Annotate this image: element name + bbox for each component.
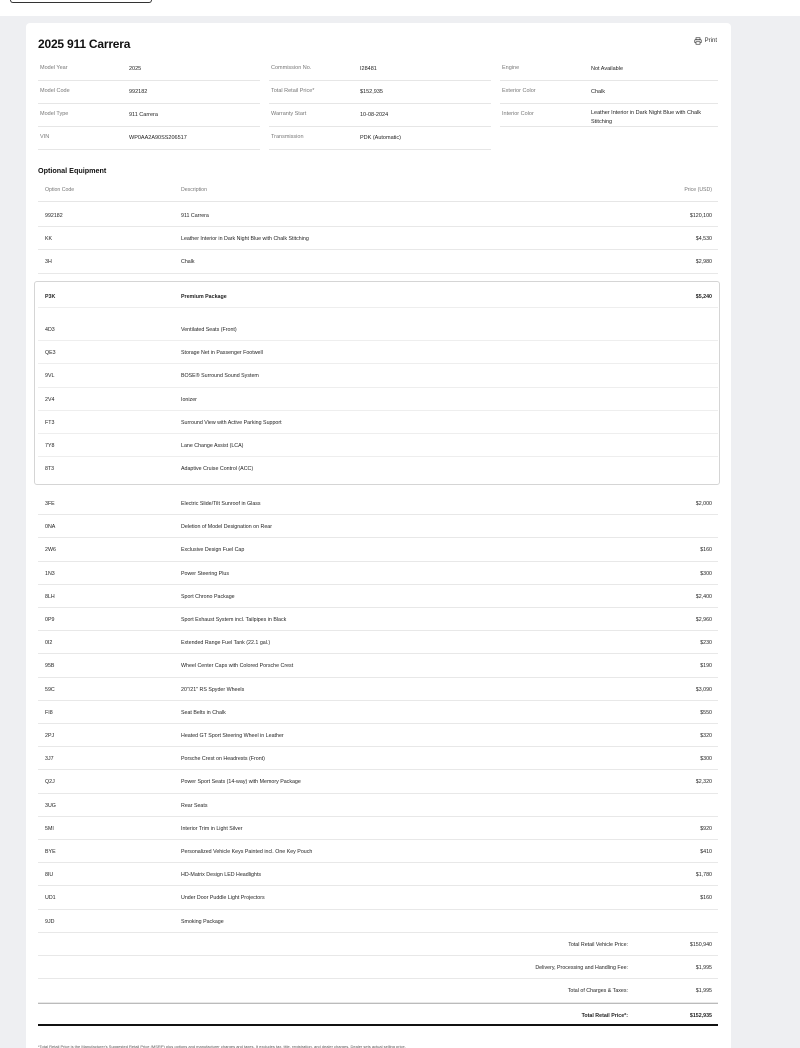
table-row: [38, 654, 718, 677]
total-value: $1,995: [695, 965, 712, 972]
option-description: Adaptive Cruise Control (ACC): [181, 466, 254, 473]
option-description: 911 Carrera: [181, 213, 209, 219]
option-code: 992182: [45, 213, 63, 219]
spec-label: Transmission: [271, 134, 304, 140]
table-row: [38, 863, 718, 886]
option-description: Storage Net in Passenger Footwell: [181, 350, 263, 357]
spec-row: [38, 81, 260, 104]
package-item-row: [38, 411, 718, 434]
spec-row: [500, 81, 718, 104]
option-description: Porsche Crest on Headrests (Front): [181, 756, 265, 763]
spec-value: 2025: [129, 66, 142, 72]
option-description: Wheel Center Caps with Colored Porsche Crest: [181, 663, 294, 670]
option-code: 3UG: [45, 802, 56, 809]
package-row: [38, 285, 718, 308]
package-item-row: [38, 364, 718, 387]
spec-row: [269, 81, 491, 104]
total-row: [38, 933, 718, 956]
spec-row: [38, 58, 260, 81]
spec-value: PDK (Automatic): [360, 135, 401, 141]
option-price: $160: [700, 895, 712, 902]
option-description: Deletion of Model Designation on Rear: [181, 524, 272, 531]
table-row: [38, 770, 718, 793]
spec-label: Exterior Color: [502, 88, 536, 94]
spec-label: Model Year: [40, 65, 68, 71]
table-row: [38, 840, 718, 863]
option-description: Heated GT Sport Steering Wheel in Leather: [181, 733, 284, 739]
printer-icon: [694, 37, 702, 45]
spec-row: [500, 58, 718, 81]
spec-row: [269, 58, 491, 81]
option-code: 3H: [45, 259, 52, 266]
table-row: [38, 910, 718, 933]
option-description: Sport Chrono Package: [181, 593, 235, 600]
spec-row: [269, 104, 491, 127]
option-description: Premium Package: [181, 294, 227, 300]
spec-row: [38, 127, 260, 150]
option-description: Smoking Package: [181, 918, 224, 925]
table-row: [38, 585, 718, 608]
vehicle-details-card: [26, 23, 731, 1048]
table-row: [38, 631, 718, 654]
spec-label: Commission No.: [271, 65, 312, 71]
option-code: FI8: [45, 709, 53, 716]
option-code: 0P9: [45, 617, 55, 623]
package-item-row: [38, 457, 718, 480]
option-price: $120,100: [689, 213, 712, 219]
total-value: $150,940: [689, 941, 712, 948]
specs-column-2: [269, 58, 491, 150]
total-label: Total Retail Vehicle Price:: [568, 941, 628, 948]
option-code: 1N3: [45, 570, 55, 577]
spec-value: Leather Interior in Dark Night Blue with Chalk Stitching: [591, 110, 702, 125]
footnote: *Total Retail Price is the Manufacturer's Suggested Retail Price (MSRP) plus options and manufacturer charges and taxes. It excludes tax, title, registration, and dealer charges. Dealer sets actual selling price.: [38, 1044, 406, 1048]
table-row: [38, 701, 718, 724]
spec-row: [269, 127, 491, 150]
package-item-row: [38, 434, 718, 457]
spec-value: 911 Carrera: [129, 112, 158, 118]
option-code: 2PJ: [45, 733, 55, 739]
option-price: $3,090: [695, 686, 712, 693]
option-description: Leather Interior in Dark Night Blue with Chalk Stitching: [181, 236, 309, 243]
option-code: 0NA: [45, 524, 56, 531]
table-row: [38, 492, 718, 515]
option-code: 8T3: [45, 466, 55, 473]
option-code: 9JD: [45, 918, 55, 925]
option-price: $1,780: [695, 872, 712, 879]
spec-value: Chalk: [591, 89, 606, 95]
option-code: 7Y8: [45, 443, 55, 449]
table-row: [38, 794, 718, 817]
spec-value: Not Available: [591, 66, 624, 72]
option-description: BOSE® Surround Sound System: [181, 373, 259, 380]
col-header-price: Price (USD): [684, 187, 712, 193]
table-row: [38, 204, 718, 227]
option-code: 5MI: [45, 825, 54, 832]
option-price: $2,960: [695, 617, 712, 623]
option-price: $410: [700, 849, 712, 855]
top-bar: [0, 0, 800, 16]
spec-label: Warranty Start: [271, 111, 307, 117]
option-code: 4D3: [45, 327, 55, 333]
page-title: 2025 911 Carrera: [38, 37, 131, 51]
option-description: Under Door Puddle Light Projectors: [181, 895, 265, 902]
spec-value: WP0AA2A90SS206517: [129, 135, 187, 141]
option-price: $300: [700, 570, 712, 577]
option-description: Rear Seats: [181, 802, 208, 809]
total-label: Total of Charges & Taxes:: [567, 988, 628, 995]
specs-column-3: [500, 58, 718, 127]
spec-value: 992182: [129, 89, 148, 95]
package-item-row: [38, 388, 718, 411]
option-description: Interior Trim in Light Silver: [181, 825, 243, 832]
total-row: [38, 956, 718, 979]
option-code: 3FE: [45, 501, 55, 507]
option-description: Seat Belts in Chalk: [181, 709, 226, 716]
table-row: [38, 747, 718, 770]
spec-row: [38, 104, 260, 127]
table-row: [38, 724, 718, 747]
spec-row: [500, 104, 718, 127]
print-label: Print: [704, 38, 717, 44]
table-row: [38, 608, 718, 631]
option-price: $5,240: [695, 294, 712, 300]
option-code: 8LH: [45, 593, 55, 600]
option-description: Sport Exhaust System incl. Tailpipes in Black: [181, 617, 287, 623]
spec-value: $152,935: [360, 89, 383, 95]
option-description: Personalized Vehicle Keys Painted incl. One Key Pouch: [181, 849, 313, 855]
package-item-row: [38, 341, 718, 364]
total-retail-price-row: [38, 1003, 718, 1026]
option-code: Q2J: [45, 779, 55, 786]
option-code: P3K: [45, 294, 56, 300]
option-description: Ventilated Seats (Front): [181, 327, 237, 333]
total-label: Delivery, Processing and Handling Fee:: [535, 965, 628, 972]
option-code: FT3: [45, 419, 55, 426]
option-price: $190: [700, 663, 712, 670]
option-price: $300: [700, 756, 712, 763]
option-code: 0I2: [45, 640, 53, 647]
option-code: BYE: [45, 849, 56, 855]
spec-label: Model Type: [40, 111, 69, 117]
total-value: $1,995: [695, 988, 712, 995]
table-row: [38, 250, 718, 273]
total-row: [38, 979, 718, 1002]
spec-value: 10-08-2024: [360, 112, 389, 118]
table-row: [38, 562, 718, 585]
option-code: 2W6: [45, 547, 56, 554]
col-header-code: Option Code: [45, 187, 75, 193]
option-code: 8IU: [45, 872, 54, 879]
option-code: 59C: [45, 686, 55, 693]
spec-label: Total Retail Price*: [271, 88, 315, 94]
spec-label: Interior Color: [502, 111, 534, 117]
option-description: Ionizer: [181, 396, 197, 403]
spec-value: I28481: [360, 66, 377, 72]
top-button-stub[interactable]: [10, 0, 152, 3]
table-row: [38, 817, 718, 840]
option-description: Power Sport Seats (14-way) with Memory Package: [181, 779, 301, 786]
option-code: 2V4: [45, 396, 55, 403]
option-code: 95B: [45, 663, 55, 670]
col-header-description: Description: [181, 187, 207, 193]
equipment-table-header: [38, 180, 718, 202]
option-description: HD-Matrix Design LED Headlights: [181, 872, 262, 879]
print-button[interactable]: [694, 37, 717, 45]
package-item-row: [38, 318, 718, 341]
option-description: 20"/21" RS Spyder Wheels: [181, 686, 245, 693]
option-price: $230: [700, 640, 712, 647]
option-description: Surround View with Active Parking Support: [181, 419, 282, 426]
option-price: $4,530: [695, 236, 712, 243]
option-description: Electric Slide/Tilt Sunroof in Glass: [181, 501, 261, 507]
option-price: $2,980: [695, 259, 712, 266]
option-code: 9VL: [45, 373, 55, 380]
option-description: Chalk: [181, 259, 195, 266]
option-price: $2,000: [695, 501, 712, 507]
option-price: $160: [700, 547, 712, 554]
option-code: KK: [45, 236, 53, 243]
specs-column-1: [38, 58, 260, 150]
table-row: [38, 515, 718, 538]
table-row: [38, 886, 718, 909]
table-row: [38, 678, 718, 701]
optional-equipment-heading: Optional Equipment: [38, 166, 107, 175]
spec-label: Model Code: [40, 88, 70, 94]
spec-label: VIN: [40, 134, 50, 140]
option-description: Exclusive Design Fuel Cap: [181, 547, 245, 554]
option-code: 3J7: [45, 756, 54, 763]
spec-label: Engine: [502, 65, 520, 71]
option-price: $2,400: [695, 593, 712, 600]
option-price: $320: [700, 733, 712, 739]
table-row: [38, 227, 718, 250]
option-price: $920: [700, 825, 712, 832]
option-description: Power Steering Plus: [181, 570, 229, 577]
total-value: $152,935: [689, 1012, 712, 1019]
total-label: Total Retail Price*:: [581, 1012, 628, 1019]
option-description: Lane Change Assist (LCA): [181, 443, 244, 449]
table-row: [38, 538, 718, 561]
vehicle-specs: [38, 58, 718, 152]
option-code: QE3: [45, 350, 56, 357]
option-code: UD1: [45, 895, 56, 902]
option-price: $550: [700, 709, 712, 716]
option-price: $2,320: [695, 779, 712, 786]
option-description: Extended Range Fuel Tank (22.1 gal.): [181, 640, 271, 647]
